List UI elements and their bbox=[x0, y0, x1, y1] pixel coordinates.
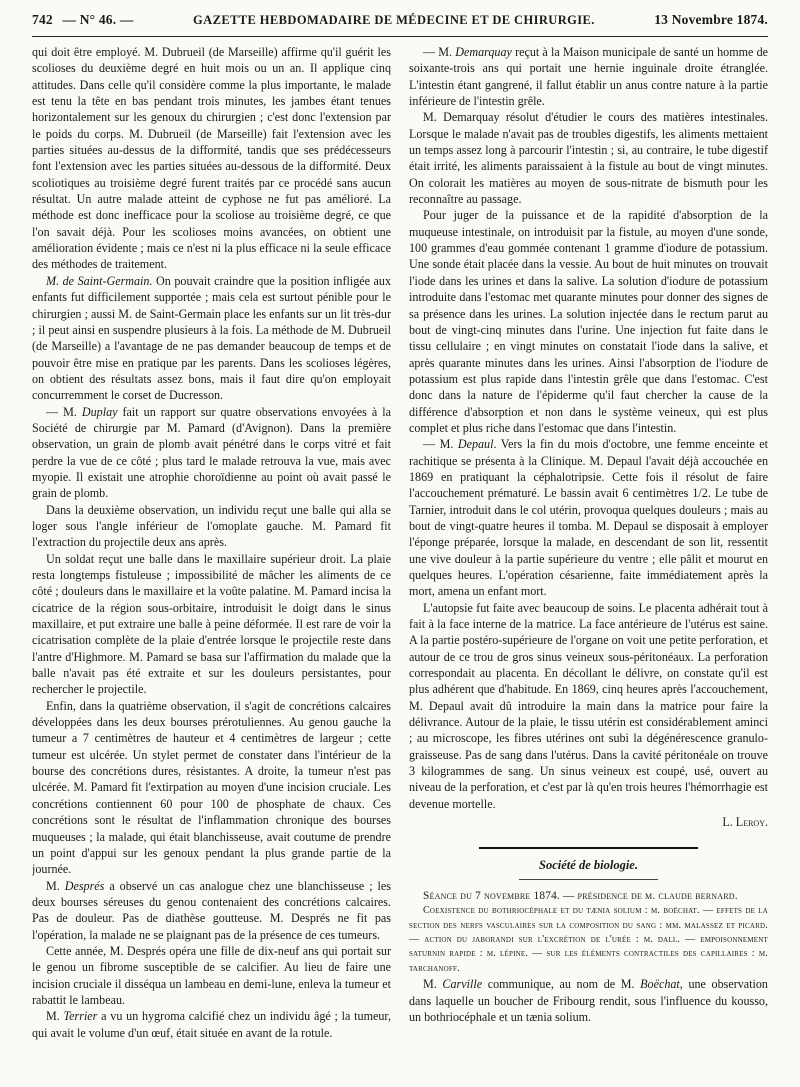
paragraph: Enfin, dans la quatrième observation, il s'agit de concrétions calcaires développées dans les deux bourses prérotuliennes. Au genou gauche la tumeur a 7 centimètres de hauteur et 4 centimètres de largeur ; cette tumeur est ulcérée. Un stylet permet de constater dans l'intérieur de la bourse des concrétions dures, résistantes. A droite, la tumeur n'est pas ulcérée. M. Pamard fit l'extirpation au moyen d'une incision cruciale. Les concrétions contiennent 60 pour 100 de phosphate de chaux. Ces concrétions sont le résultat de l'inflammation chronique des bourses muqueuses ; la malade, qui était blanchisseuse, avait coutume de prendre un point d'appui sur les genoux pendant la plus grande partie de la journée. bbox=[32, 698, 391, 877]
paragraph bbox=[32, 1008, 391, 1041]
speaker-name: Després bbox=[64, 878, 105, 893]
paragraph: Un soldat reçut une balle dans le maxillaire supérieur droit. La plaie resta longtemps fistuleuse ; impossibilité de mâcher les aliments de ce côté ; douleurs dans le maxillaire et la voûte palatine. M. Pamard incisa la cicatrice de la région sous-orbitaire, introduisit le doigt dans le sinus maxillaire, et put extraire une balle à peine déformée. Il est rare de voir la cicatrisation complète de la plaie d'entrée lorsque le projectile reste dans l'antre d'Highmore. M. Pamard se basa sur l'affirmation du malade que la balle n'avait pas été extraite et sur les douleurs persistantes, pour rechercher le projectile. bbox=[32, 551, 391, 697]
paragraph-text: , une observation dans laquelle un boucher de Fribourg rendit, sous l'influence du kousso, un bothriocéphale et un tænia solium. bbox=[409, 977, 768, 1024]
paragraph bbox=[409, 436, 768, 599]
author-signature: L. Leroy. bbox=[722, 815, 768, 830]
speaker-name: M. de Saint-Germain. bbox=[46, 273, 153, 288]
left-column bbox=[32, 44, 391, 1081]
article-columns bbox=[32, 44, 768, 1081]
page-number-group bbox=[32, 12, 134, 28]
paragraph bbox=[32, 878, 391, 943]
paragraph-text: On pouvait craindre que la position infligée aux enfants fut difficilement supportée ; mais cela est surtout pénible pour le chirurgien ; aussi M. de Saint-Germain place les enfants sur un lit très-dur ; il peut ainsi en suspendre plusieurs à la fois. La méthode de M. Dubrueil (de Marseille) a l'avantage de ne pas demander beaucoup de temps et de pouvoir être mise en pratique par les parents. Dans les scolioses légères, on obtient des résultats assez bons, mais il faut dire qu'on employait concurremment le corset de Ducresson. bbox=[32, 273, 391, 403]
paragraph: Dans la deuxième observation, un individu reçut une balle qui alla se loger sous l'angle inférieur de l'omoplate gauche. M. Pamard fit l'extraction du projectile deux ans après. bbox=[32, 502, 391, 550]
speaker-name: Duplay bbox=[81, 404, 118, 419]
paragraph: Cette année, M. Després opéra une fille de dix-neuf ans qui portait sur le genou un fibrome susceptible de se calcifier. Au lieu de faire une incision cruciale il disséqua un lambeau en demi-lune, enleva la tumeur et rabattit le lambeau. bbox=[32, 943, 391, 1007]
paragraph: qui doit être employé. M. Dubrueil (de Marseille) affirme qu'il guérit les scolioses du deuxième degré en huit mois ou un an. Il applique cinq attitudes. Dans celle qu'il considère comme la plus importante, le malade est tenu la tête en bas pendant trois minutes, les jambes étant tenues horizontalement sur les genoux du chirurgien ; c'est donc l'extension par le poids du corps. M. Dubrueil (de Marseille) fait l'extension avec les parties situées au-dessus de la difformité, tandis que ses prédécesseurs font l'extension avec les parties situées au-dessous de la difformité. Deux scoliotiques au troisième degré furent traités par ce procédé sans aucun résultat. Un autre malade atteint de cyphose ne fut pas amélioré. La méthode est donc inefficace pour la scoliose au troisième degré, ce que l'on savait déjà. Pour les scolioses moins avancées, on obtient une amélioration évidente ; mais ce n'est ni la plus efficace ni la seule efficace des méthodes de traitement. bbox=[32, 45, 391, 272]
page-number: 742 bbox=[32, 12, 53, 27]
paragraph bbox=[409, 976, 768, 1025]
journal-title: GAZETTE HEBDOMADAIRE DE MÉDECINE ET DE CHIRURGIE. bbox=[193, 12, 595, 27]
paragraph: Pour juger de la puissance et de la rapidité d'absorption de la muqueuse intestinale, on introduisit par la fistule, au moyen d'une sonde, 100 grammes d'eau gommée contenant 1 gramme d'iodure de potassium. Une sonde était placée dans la vessie. Au bout de huit minutes on trouvait l'iode dans les urines et dans la salive. La solution d'iodure de potassium introduite dans l'estomac met quarante minutes pour donner des signes de sa présence dans les urines. La solution injectée dans le rectum parut au bout de vingt-cinq minutes dans l'urine. Une injection fut faite dans le tissu cellulaire ; en vingt minutes on constatait l'iode dans la salive, et après quarante minutes dans les urines. Ainsi l'absorption de l'iodure de potassium est plus rapide dans l'intestin grêle que dans l'estomac. C'est donc dans la nature de l'épiderme qu'il faut chercher la cause de la différence d'absorption et non dans le système veineux, qui est plus complet et plus riche dans l'estomac que dans l'intestin. bbox=[409, 208, 768, 435]
paragraph-text: a observé un cas analogue chez une blanchisseuse ; les deux bourses séreuses du genou contenaient des concrétions calcaires. Pas de douleur. Pas de diathèse goutteuse. M. Després ne fit pas l'opération, la malade ne se plaignant pas de la présence de ces tumeurs. bbox=[32, 878, 391, 942]
header-rule bbox=[32, 36, 768, 37]
speaker-name: Demarquay bbox=[455, 45, 512, 59]
section-title-rule bbox=[519, 879, 658, 880]
session-line: Séance du 7 novembre 1874. — présidence de m. claude bernard. bbox=[423, 889, 738, 902]
paragraph-text: a vu un hygroma calcifié chez un individu âgé ; la tumeur, qui avait le volume d'un œuf, était située en avant de la rotule. bbox=[32, 1009, 391, 1040]
issue-date: 13 Novembre 1874. bbox=[654, 12, 768, 27]
paragraph-prefix: M. bbox=[423, 977, 443, 992]
speaker-name: Boëchat bbox=[640, 977, 680, 992]
right-column bbox=[409, 44, 768, 1081]
speaker-name: Carville bbox=[442, 977, 483, 992]
paragraph-prefix: — M. bbox=[423, 45, 456, 59]
paragraph-text: communique, au nom de M. bbox=[482, 977, 641, 992]
paragraph bbox=[32, 273, 391, 404]
paragraph: M. Demarquay résolut d'étudier le cours des matières intestinales. Lorsque le malade n'avait pas de troubles digestifs, les aliments mettaient un temps assez long à parcourir l'intestin ; si, au contraire, le tube digestif était irrité, les aliments paraissaient à la fistule au bout de vingt minutes. On colorait les matières au moyen de sous-nitrate de bismuth pour les reconnaître au passage. bbox=[409, 110, 768, 207]
section-title: Société de biologie. bbox=[539, 857, 638, 872]
paragraph bbox=[32, 404, 391, 502]
paragraph-prefix: — M. bbox=[46, 404, 82, 419]
issue-number: — N° 46. — bbox=[62, 12, 134, 27]
paragraph-text: . Vers la fin du mois d'octobre, une femme enceinte et rachitique se présenta à la Clinique. M. Depaul l'avait déjà accouchée en 1869 en pratiquant la céphalotripsie. Cette fois il résolut de faire l'accouchement prématuré. Le bassin avait 6 centimètres 1/2. Le tube de Tarnier, introduit dans le col utérin, provoqua quelques douleurs ; mais au bout de vingt-quatre heures il tomba. M. Depaul se disposait à employer l'éponge préparée, lorsque la malade, en descendant de son lit, ressentit une vive douleur à la partie supérieure du ventre ; elle pâlit et mourut en quelques heures. L'opération césarienne, faite immédiatement après la mort, amena un enfant mort. bbox=[409, 437, 768, 599]
paragraph-prefix: M. bbox=[46, 1009, 64, 1024]
paragraph: L'autopsie fut faite avec beaucoup de soins. Le placenta adhérait tout à fait à la face interne de la matrice. La face antérieure de l'utérus est saine. A la partie postéro-supérieure de l'organe on voit une petite perforation, et autour de ce trou de gros sinus veineux sous-péritonéaux. La perforation correspondait au placenta. En décollant le délivre, on constate qu'il est plus adhérent que d'habitude. En 1869, cinq heures après l'accouchement, M. Depaul avait dû introduire la main dans la matrice pour faire la délivrance. Autour de la plaie, le tissu utérin est considérablement aminci ; au microscope, les fibres utérines ont subi la dégénérescence granulo-graisseuse. Pas de sang dans l'utérus. Dans la cavité péritonéale on trouve 3 kilogrammes de sang. Un sinus veineux est coupé, usé, ouvert au niveau de la perforation, et c'est par là qu'en trois heures l'hémorrhagie est devenue mortelle. bbox=[409, 600, 768, 811]
paragraph-prefix: M. bbox=[46, 878, 65, 893]
speaker-name: Terrier bbox=[63, 1009, 98, 1024]
speaker-name: Depaul bbox=[457, 437, 494, 452]
session-summary: Coexistence du bothriocéphale et du tænia solium : m. boëchat. — effets de la section des nerfs vasculaires sur la composition du sang : mm. malassez et picard. — action du jaborandi sur l'excrétion de l'urée : m. dall. — empoisonnement saturnin rapide : m. lépine. — sur les éléments contractiles des capillaires : m. tarchanoff. bbox=[409, 905, 768, 974]
section-divider bbox=[479, 847, 698, 849]
running-head bbox=[32, 8, 768, 32]
paragraph-text: fait un rapport sur quatre observations envoyées à la Société de chirurgie par M. Pamard (d'Avignon). Dans la première observation, un grain de plomb avait pénétré dans le corps vitré et fait perdre la vue de ce côté ; plus tard le malade retrouva la vue, mais avec myopie. Il existait une atrophie choroïdienne au point où avait passé le grain de plomb. bbox=[32, 404, 391, 501]
paragraph-text: reçut à la Maison municipale de santé un homme de soixante-trois ans qui portait une hernie inguinale droite étranglée. L'intestin étant gangrené, il fallut établir un anus contre nature à la partie inférieure de l'intestin grêle. bbox=[409, 45, 768, 109]
paragraph bbox=[409, 44, 768, 109]
paragraph-prefix: — M. bbox=[423, 437, 458, 452]
